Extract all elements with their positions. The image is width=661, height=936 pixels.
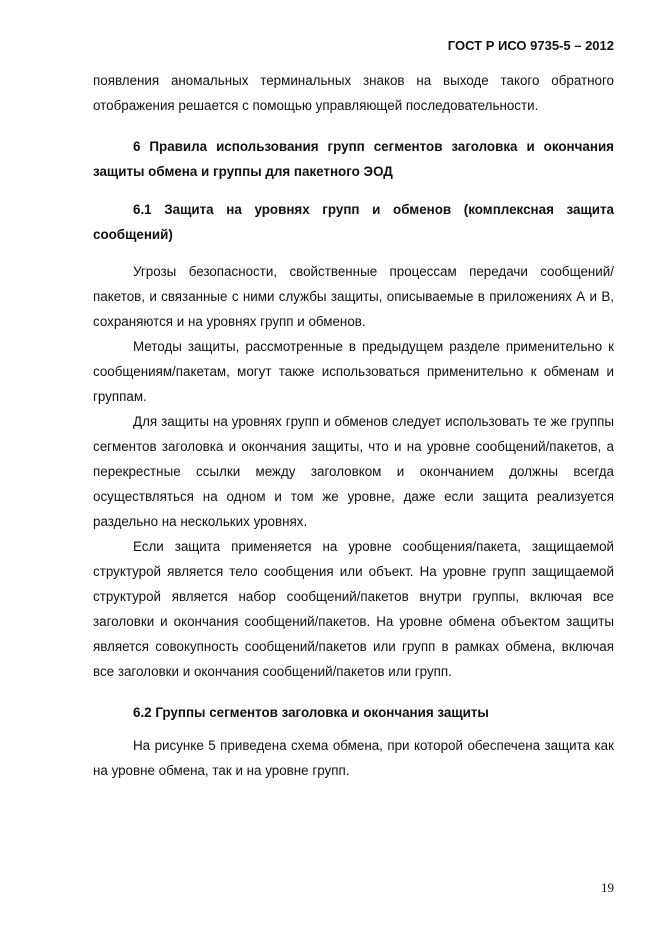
- section-heading-6: 6 Правила использования групп сегментов заголовка и окончания защиты обмена и группы для пакетного ЭОД: [93, 139, 614, 179]
- document-body: [93, 68, 614, 783]
- page-number: 19: [601, 880, 614, 895]
- paragraph-continuation: появления аномальных терминальных знаков на выходе такого обратного отображения решается с помощью управляющей последовательности.: [93, 73, 614, 113]
- paragraph-segment-groups: Для защиты на уровнях групп и обменов следует использовать те же группы сегментов заголовка и окончания защиты, что и на уровне сообщений/пакетов, а перекрестные ссылки между заголовком и окончанием должны всегда осуществляться на одном и том же уровне, даже если защита реализуется раздельно на нескольких уровнях.: [93, 414, 614, 529]
- paragraph-protected-structure: Если защита применяется на уровне сообщения/пакета, защищаемой структурой является тело сообщения или объект. На уровне групп защищаемой структурой является набор сообщений/пакетов внутри группы, включая все заголовки и окончания сообщений/пакетов. На уровне обмена объектом защиты является совокупность сообщений/пакетов или групп в рамках обмена, включая все заголовки и окончания сообщений/пакетов или групп.: [93, 539, 614, 679]
- subsection-heading-6-1: 6.1 Защита на уровнях групп и обменов (комплексная защита сообщений): [93, 202, 614, 242]
- paragraph-methods: Методы защиты, рассмотренные в предыдущем разделе применительно к сообщениям/пакетам, могут также использоваться применительно к обменам и группам.: [93, 339, 614, 404]
- paragraph-threats: Угрозы безопасности, свойственные процессам передачи сообщений/пакетов, и связанные с ними службы защиты, описываемые в приложениях А и В, сохраняются и на уровнях групп и обменов.: [93, 264, 614, 329]
- paragraph-figure-reference: На рисунке 5 приведена схема обмена, при которой обеспечена защита как на уровне обмена, так и на уровне групп.: [93, 738, 614, 778]
- subsection-heading-6-2: 6.2 Группы сегментов заголовка и окончания защиты: [133, 705, 489, 720]
- document-header: ГОСТ Р ИСО 9735-5 – 2012: [447, 38, 614, 53]
